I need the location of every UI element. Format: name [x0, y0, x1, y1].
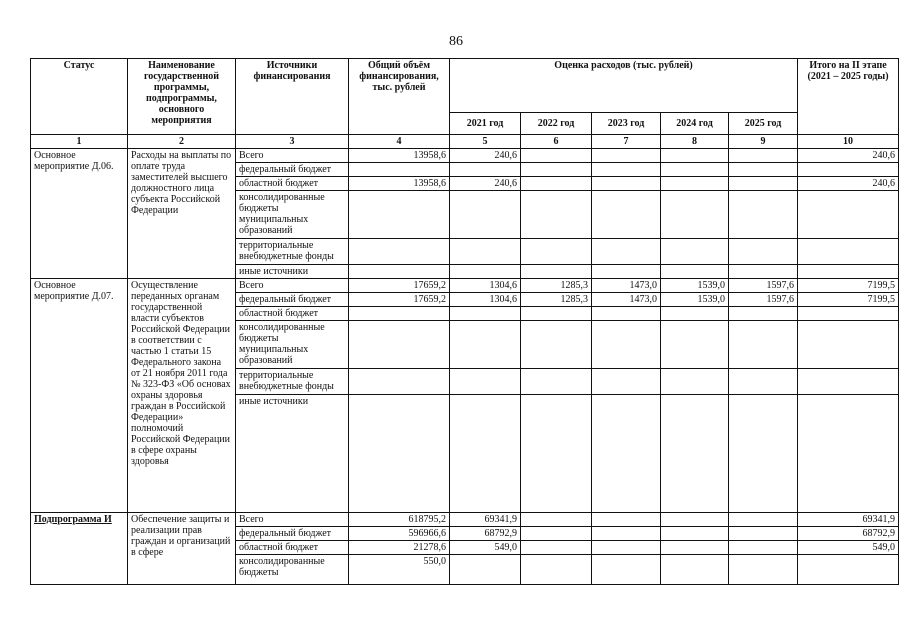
cell-v2022	[521, 239, 592, 265]
cell-v2021: 549,0	[450, 541, 521, 555]
cell-v2023	[592, 177, 661, 191]
cell-v2024	[661, 149, 729, 163]
cell-v2025	[729, 513, 798, 527]
cell-v2022	[521, 149, 592, 163]
row-source: иные источники	[236, 265, 349, 279]
row-status: Основное мероприятие Д.06.	[31, 149, 128, 279]
cell-v2024	[661, 239, 729, 265]
cell-v2022: 1285,3	[521, 279, 592, 293]
cell-v2023	[592, 321, 661, 369]
cell-v2021: 240,6	[450, 177, 521, 191]
header-total: Общий объём финансирования, тыс. рублей	[349, 59, 450, 135]
cell-itogo: 69341,9	[798, 513, 899, 527]
row-status: Подпрограмма И	[31, 513, 128, 585]
header-program-name: Наименование государственной программы, подпрограммы, основного мероприятия	[128, 59, 236, 135]
cell-v2024	[661, 191, 729, 239]
cell-total: 17659,2	[349, 279, 450, 293]
table-row	[31, 149, 899, 163]
row-source: консолидированные бюджеты муниципальных образований	[236, 321, 349, 369]
cell-total	[349, 191, 450, 239]
header-itogo: Итого на II этапе (2021 – 2025 годы)	[798, 59, 899, 135]
column-number: 3	[236, 135, 349, 149]
cell-itogo	[798, 239, 899, 265]
row-source: территориальные внебюджетные фонды	[236, 369, 349, 395]
cell-itogo	[798, 265, 899, 279]
cell-v2021	[450, 163, 521, 177]
cell-itogo	[798, 369, 899, 395]
row-source: Всего	[236, 513, 349, 527]
cell-total: 13958,6	[349, 149, 450, 163]
row-source: консолидированные бюджеты муниципальных образований	[236, 191, 349, 239]
row-program-name: Осуществление переданных органам государственной власти субъектов Российской Федерации в соответствии с частью 1 статьи 15 Федерального закона от 21 ноября 2011 года № 323-ФЗ «Об основах охраны здоровья граждан в Российской Федерации» полномочий Российской Федерации в сфере охраны здоровья	[128, 279, 236, 513]
column-number: 1	[31, 135, 128, 149]
row-source: Всего	[236, 149, 349, 163]
header-year: 2025 год	[729, 113, 798, 135]
cell-v2021	[450, 395, 521, 513]
row-source: консолидированные бюджеты	[236, 555, 349, 585]
cell-v2022	[521, 307, 592, 321]
header-year: 2021 год	[450, 113, 521, 135]
header-year: 2023 год	[592, 113, 661, 135]
cell-v2023	[592, 191, 661, 239]
cell-total: 596966,6	[349, 527, 450, 541]
cell-v2023	[592, 265, 661, 279]
cell-v2025	[729, 527, 798, 541]
cell-v2021	[450, 239, 521, 265]
cell-v2022: 1285,3	[521, 293, 592, 307]
cell-v2025: 1597,6	[729, 279, 798, 293]
cell-v2021: 68792,9	[450, 527, 521, 541]
row-source: федеральный бюджет	[236, 527, 349, 541]
cell-itogo: 7199,5	[798, 279, 899, 293]
row-source: федеральный бюджет	[236, 293, 349, 307]
cell-v2023	[592, 307, 661, 321]
cell-v2023: 1473,0	[592, 279, 661, 293]
cell-v2024	[661, 307, 729, 321]
header-year: 2024 год	[661, 113, 729, 135]
cell-v2022	[521, 163, 592, 177]
row-source: областной бюджет	[236, 177, 349, 191]
cell-v2024: 1539,0	[661, 279, 729, 293]
cell-v2024: 1539,0	[661, 293, 729, 307]
cell-v2024	[661, 395, 729, 513]
header-sources: Источники финансирования	[236, 59, 349, 135]
cell-v2024	[661, 265, 729, 279]
cell-v2025	[729, 239, 798, 265]
cell-v2025	[729, 177, 798, 191]
cell-v2024	[661, 527, 729, 541]
cell-v2021: 1304,6	[450, 293, 521, 307]
cell-v2023	[592, 395, 661, 513]
cell-v2025	[729, 555, 798, 585]
cell-v2024	[661, 369, 729, 395]
row-program-name: Расходы на выплаты по оплате труда заместителей высшего должностного лица субъекта Российской Федерации	[128, 149, 236, 279]
cell-v2022	[521, 265, 592, 279]
cell-itogo: 68792,9	[798, 527, 899, 541]
table-row	[31, 279, 899, 293]
cell-total: 17659,2	[349, 293, 450, 307]
cell-v2021	[450, 555, 521, 585]
cell-v2025	[729, 149, 798, 163]
cell-v2025	[729, 369, 798, 395]
cell-v2022	[521, 527, 592, 541]
cell-v2024	[661, 163, 729, 177]
cell-total: 618795,2	[349, 513, 450, 527]
table-body	[31, 149, 899, 585]
column-number: 5	[450, 135, 521, 149]
cell-v2022	[521, 555, 592, 585]
cell-v2022	[521, 177, 592, 191]
cell-total	[349, 369, 450, 395]
cell-v2021	[450, 369, 521, 395]
header-year: 2022 год	[521, 113, 592, 135]
cell-v2024	[661, 513, 729, 527]
cell-v2023	[592, 239, 661, 265]
cell-v2025	[729, 321, 798, 369]
cell-v2025	[729, 191, 798, 239]
cell-v2021: 1304,6	[450, 279, 521, 293]
cell-total	[349, 163, 450, 177]
cell-v2022	[521, 321, 592, 369]
column-number: 9	[729, 135, 798, 149]
cell-itogo	[798, 191, 899, 239]
cell-v2024	[661, 321, 729, 369]
cell-v2024	[661, 177, 729, 191]
cell-total	[349, 321, 450, 369]
column-number: 2	[128, 135, 236, 149]
cell-v2021	[450, 321, 521, 369]
column-number: 10	[798, 135, 899, 149]
cell-v2021: 69341,9	[450, 513, 521, 527]
cell-total: 550,0	[349, 555, 450, 585]
cell-total	[349, 395, 450, 513]
row-source: областной бюджет	[236, 541, 349, 555]
cell-v2022	[521, 541, 592, 555]
cell-v2023	[592, 163, 661, 177]
cell-total: 21278,6	[349, 541, 450, 555]
cell-v2023	[592, 513, 661, 527]
table-row	[31, 513, 899, 527]
cell-v2023	[592, 555, 661, 585]
budget-table	[30, 58, 899, 585]
header-estimate: Оценка расходов (тыс. рублей)	[450, 59, 798, 113]
cell-itogo: 240,6	[798, 177, 899, 191]
row-source: иные источники	[236, 395, 349, 513]
page-number: 86	[449, 34, 463, 49]
cell-total	[349, 265, 450, 279]
cell-v2021	[450, 307, 521, 321]
cell-itogo: 7199,5	[798, 293, 899, 307]
cell-v2024	[661, 555, 729, 585]
cell-total	[349, 239, 450, 265]
row-source: территориальные внебюджетные фонды	[236, 239, 349, 265]
cell-v2025: 1597,6	[729, 293, 798, 307]
cell-v2021	[450, 191, 521, 239]
cell-v2024	[661, 541, 729, 555]
row-source: федеральный бюджет	[236, 163, 349, 177]
cell-itogo	[798, 395, 899, 513]
cell-itogo	[798, 163, 899, 177]
column-number: 4	[349, 135, 450, 149]
cell-v2025	[729, 163, 798, 177]
row-status: Основное мероприятие Д.07.	[31, 279, 128, 513]
row-source: областной бюджет	[236, 307, 349, 321]
cell-itogo	[798, 555, 899, 585]
column-number-row	[31, 135, 899, 149]
cell-v2025	[729, 541, 798, 555]
cell-v2022	[521, 513, 592, 527]
cell-v2021	[450, 265, 521, 279]
header-status: Статус	[31, 59, 128, 135]
cell-v2021: 240,6	[450, 149, 521, 163]
column-number: 8	[661, 135, 729, 149]
cell-v2023	[592, 541, 661, 555]
cell-itogo	[798, 321, 899, 369]
cell-total: 13958,6	[349, 177, 450, 191]
cell-v2025	[729, 395, 798, 513]
cell-v2025	[729, 307, 798, 321]
cell-v2023	[592, 527, 661, 541]
column-number: 6	[521, 135, 592, 149]
cell-v2022	[521, 369, 592, 395]
row-program-name: Обеспечение защиты и реализации прав граждан и организаций в сфере	[128, 513, 236, 585]
cell-total	[349, 307, 450, 321]
cell-itogo: 549,0	[798, 541, 899, 555]
cell-v2022	[521, 191, 592, 239]
cell-v2023	[592, 149, 661, 163]
cell-itogo	[798, 307, 899, 321]
cell-v2023	[592, 369, 661, 395]
cell-v2022	[521, 395, 592, 513]
column-number: 7	[592, 135, 661, 149]
row-source: Всего	[236, 279, 349, 293]
cell-v2025	[729, 265, 798, 279]
cell-v2023: 1473,0	[592, 293, 661, 307]
cell-itogo: 240,6	[798, 149, 899, 163]
